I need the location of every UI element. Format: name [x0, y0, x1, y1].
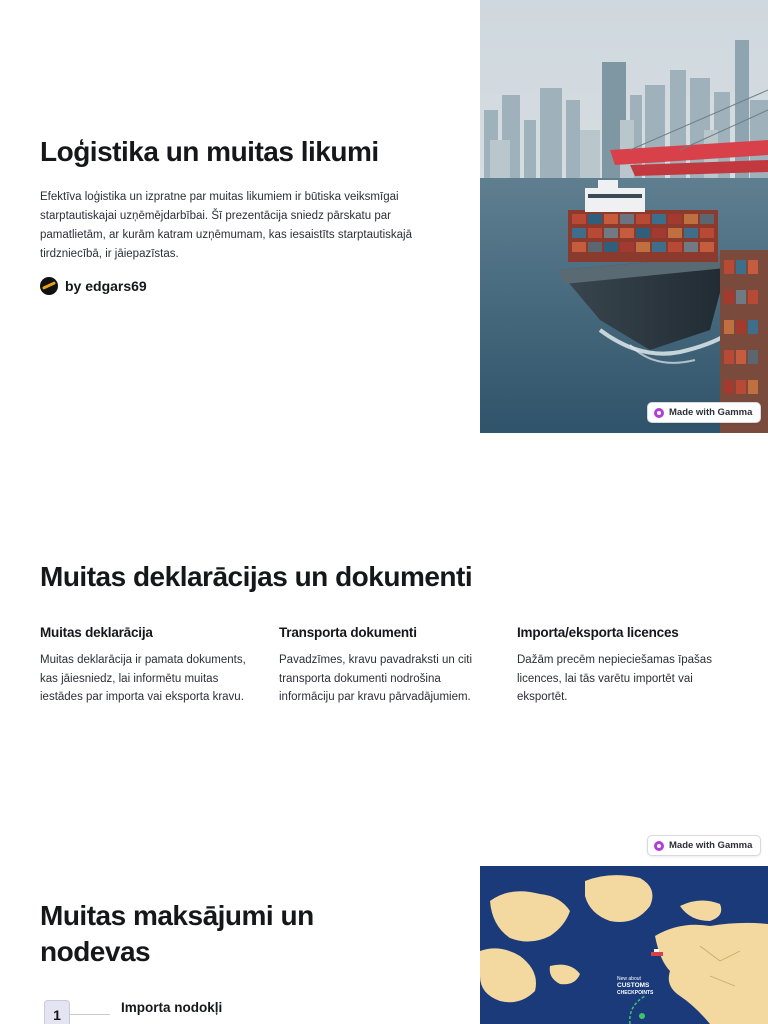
- gamma-logo-icon: [654, 841, 664, 851]
- author-line[interactable]: [40, 277, 147, 295]
- title-slide: [0, 0, 768, 433]
- customs-world-map-image: [480, 866, 768, 1024]
- step-label: Importa nodokļi: [121, 1000, 223, 1015]
- column-heading: Importa/eksporta licences: [517, 625, 679, 640]
- column-customs-declaration: [40, 625, 255, 707]
- map-caption-line1: New about: [617, 976, 641, 982]
- column-text: Dažām precēm nepieciešamas īpašas licences, lai tās varētu importēt vai eksportēt.: [517, 654, 712, 704]
- made-with-gamma-badge[interactable]: [647, 835, 761, 856]
- column-text: Muitas deklarācija ir pamata dokuments, kas jāiesniedz, lai informētu muitas iestādes par importa vai eksporta kravu.: [40, 654, 246, 704]
- column-transport-documents: [279, 625, 494, 707]
- author-name: by edgars69: [65, 278, 147, 294]
- badge-label: Made with Gamma: [669, 407, 753, 418]
- column-heading: Transporta dokumenti: [279, 625, 417, 640]
- column-text: Pavadzīmes, kravu pavadraksti un citi transporta dokumenti nodrošina informāciju par kravu pārvadājumiem.: [279, 654, 473, 704]
- step-number-badge: 1: [44, 1000, 70, 1024]
- column-heading: Muitas deklarācija: [40, 625, 153, 640]
- step-connector: [70, 1014, 110, 1015]
- gamma-logo-icon: [654, 408, 664, 418]
- page-title: Loģistika un muitas likumi: [40, 136, 379, 167]
- section-title: Muitas maksājumi un nodevas: [40, 900, 314, 967]
- map-caption-line2: CUSTOMS: [617, 982, 650, 989]
- harbor-cargo-ship-image: [480, 0, 768, 433]
- intro-description: Efektīva loģistika un izpratne par muitas likumiem ir būtiska veiksmīgai starptautiskajai uzņēmējdarbībai. Šī prezentācija sniedz pārskatu par pamatlietām, ar kurām katram uzņēmumam, kas iesaistīts starptautiskajā tirdzniecībā, ir jāiepazīstas.: [40, 191, 412, 260]
- made-with-gamma-badge[interactable]: [647, 402, 761, 423]
- section-title: Muitas deklarācijas un dokumenti: [40, 561, 473, 592]
- avatar: [40, 277, 58, 295]
- badge-label: Made with Gamma: [669, 840, 753, 851]
- column-import-export-licences: [517, 625, 732, 707]
- map-caption-line3: CHECKPOINTS: [617, 990, 654, 996]
